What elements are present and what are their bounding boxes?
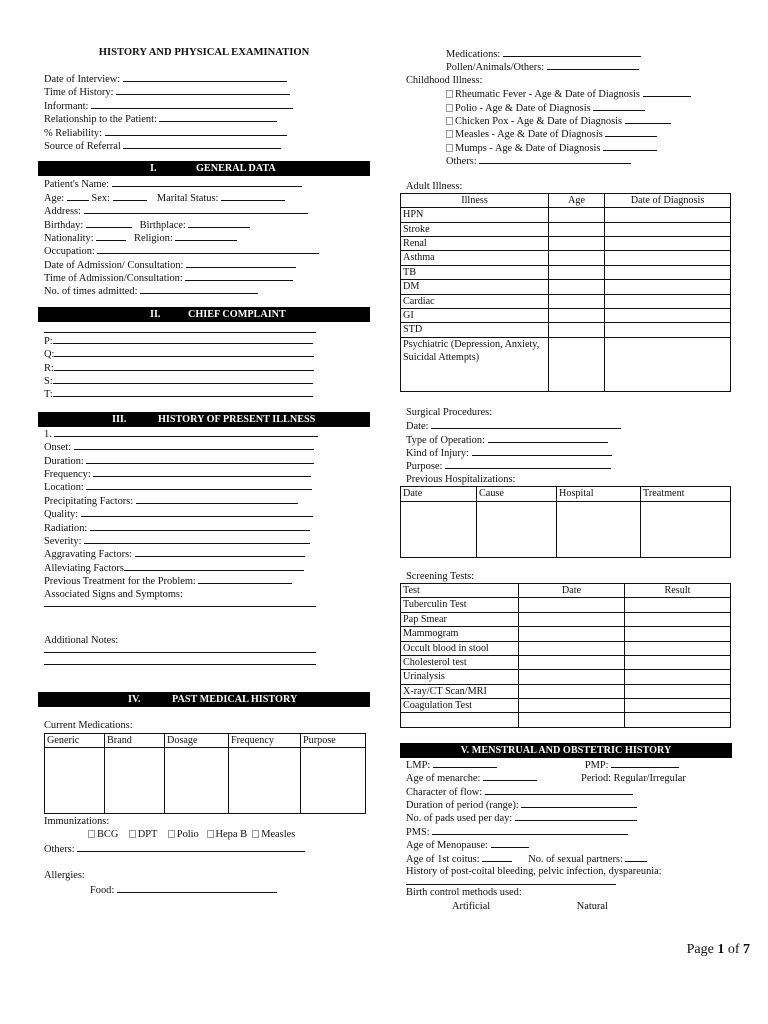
pqrst-s-field[interactable]: S: <box>44 374 370 387</box>
table-cell[interactable] <box>519 627 625 641</box>
table-cell[interactable] <box>605 337 731 391</box>
table-cell[interactable] <box>605 237 731 251</box>
address-field[interactable]: Address: <box>44 204 370 217</box>
sex-input[interactable] <box>113 191 147 201</box>
table-cell[interactable] <box>605 208 731 222</box>
screening-row-label: Coagulation Test <box>401 699 519 713</box>
pms-field[interactable]: PMS: <box>406 825 732 838</box>
illness-row-label: Stroke <box>401 222 549 236</box>
screening-tests-table <box>400 583 731 728</box>
previous-treatment-field[interactable]: Previous Treatment for the Problem: <box>44 574 370 587</box>
additional-notes-line-2[interactable] <box>44 664 316 665</box>
table-cell[interactable] <box>477 501 557 557</box>
illness-row-label: Renal <box>401 237 549 251</box>
pmp-input[interactable] <box>611 758 679 768</box>
post-coital-history-label: History of post-coital bleeding, pelvic infection, dyspareunia: <box>406 865 662 877</box>
table-cell[interactable] <box>625 627 731 641</box>
column-header: Date of Diagnosis <box>605 193 731 207</box>
pqrst-q-field[interactable]: Q: <box>44 347 370 360</box>
precipitating-factors-field[interactable]: Precipitating Factors: <box>44 494 370 507</box>
illness-row-label: DM <box>401 280 549 294</box>
section-header-general-data: I. GENERAL DATA <box>38 161 370 176</box>
frequency-field[interactable]: Frequency: <box>44 467 370 480</box>
checkbox-icon[interactable] <box>88 830 95 838</box>
childhood-rheumatic-fever[interactable]: Rheumatic Fever - Age & Date of Diagnosis <box>400 87 732 100</box>
checkbox-icon[interactable] <box>446 104 453 112</box>
screening-row-label: X-ray/CT Scan/MRI <box>401 684 519 698</box>
checkbox-icon[interactable] <box>446 130 453 138</box>
column-header: Age <box>549 193 605 207</box>
illness-row-label: STD <box>401 323 549 337</box>
column-header: Purpose <box>301 733 366 747</box>
table-cell[interactable] <box>549 323 605 337</box>
medication-allergy-field[interactable]: Medications: <box>400 47 732 60</box>
pqrst-p-field[interactable]: P: <box>44 334 370 347</box>
immunization-bcg[interactable]: BCG <box>88 829 118 840</box>
table-cell[interactable] <box>45 748 105 814</box>
source-of-referral-field[interactable]: Source of Referral <box>38 139 370 152</box>
form-title: HISTORY AND PHYSICAL EXAMINATION <box>98 47 310 58</box>
left-column <box>38 47 370 896</box>
admission-date-field[interactable]: Date of Admission/ Consultation: <box>44 258 370 271</box>
table-cell[interactable] <box>625 684 731 698</box>
childhood-chicken-pox[interactable]: Chicken Pox - Age & Date of Diagnosis <box>400 114 732 127</box>
chief-complaint-line[interactable] <box>44 332 316 333</box>
onset-field[interactable]: Onset: <box>44 440 370 453</box>
nationality-input[interactable] <box>96 231 126 241</box>
post-coital-history-line[interactable] <box>406 884 616 885</box>
lmp-pmp-row[interactable]: LMP: PMP: <box>406 758 732 771</box>
duration-field[interactable]: Duration: <box>44 454 370 467</box>
table-cell[interactable] <box>549 237 605 251</box>
additional-notes-label: Additional Notes: <box>44 634 119 646</box>
illness-row-label: TB <box>401 265 549 279</box>
coitus-partners-row[interactable]: Age of 1st coitus: No. of sexual partners: <box>406 852 732 865</box>
immunization-hepa-b[interactable]: Hepa B <box>207 829 247 840</box>
operation-type-field[interactable]: Type of Operation: <box>406 433 732 446</box>
table-cell[interactable] <box>549 337 605 391</box>
section-header-hpi: III. HISTORY OF PRESENT ILLNESS <box>38 412 370 427</box>
date-of-interview-field[interactable]: Date of Interview: <box>38 72 370 85</box>
column-header: Dosage <box>165 733 229 747</box>
column-header: Test <box>401 583 519 597</box>
checkbox-icon[interactable] <box>446 117 453 125</box>
table-cell[interactable] <box>549 309 605 323</box>
lmp-input[interactable] <box>433 758 497 768</box>
screening-row-label: Urinalysis <box>401 670 519 684</box>
current-medications-label: Current Medications: <box>44 720 133 732</box>
table-cell[interactable] <box>625 598 731 612</box>
immunizations-checkboxes <box>44 828 370 841</box>
table-cell[interactable] <box>549 265 605 279</box>
section-header-past-medical-history: IV. PAST MEDICAL HISTORY <box>38 692 370 707</box>
childhood-mumps[interactable]: Mumps - Age & Date of Diagnosis <box>400 141 732 154</box>
immunization-others-field[interactable]: Others: <box>44 842 370 855</box>
column-header: Illness <box>401 193 549 207</box>
table-cell[interactable] <box>229 748 301 814</box>
checkbox-icon[interactable] <box>446 90 453 98</box>
pqrst-r-field[interactable]: R: <box>44 361 370 374</box>
quality-field[interactable]: Quality: <box>44 507 370 520</box>
table-cell[interactable] <box>549 208 605 222</box>
table-cell[interactable] <box>301 748 366 814</box>
table-cell[interactable] <box>605 222 731 236</box>
table-cell[interactable] <box>519 684 625 698</box>
radiation-field[interactable]: Radiation: <box>44 521 370 534</box>
allergies-label: Allergies: <box>44 870 85 882</box>
table-cell[interactable] <box>519 713 625 727</box>
screening-row-label[interactable] <box>401 713 519 727</box>
pollen-allergy-field[interactable]: Pollen/Animals/Others: <box>400 60 732 73</box>
nationality-religion-row[interactable]: Nationality: Religion: <box>44 231 370 244</box>
location-field[interactable]: Location: <box>44 480 370 493</box>
table-cell[interactable] <box>401 501 477 557</box>
hpi-complaint-number[interactable]: 1. <box>44 427 370 440</box>
adult-illness-label: Adult Illness: <box>406 180 463 192</box>
column-header: Frequency <box>229 733 301 747</box>
time-of-history-field[interactable]: Time of History: <box>38 85 370 98</box>
column-header: Hospital <box>557 487 641 501</box>
birth-control-options <box>406 900 732 913</box>
table-cell[interactable] <box>605 309 731 323</box>
illness-row-label: Asthma <box>401 251 549 265</box>
table-cell[interactable] <box>605 265 731 279</box>
menarche-input[interactable] <box>483 771 537 781</box>
injury-kind-field[interactable]: Kind of Injury: <box>406 446 732 459</box>
table-cell[interactable] <box>519 670 625 684</box>
purpose-field[interactable]: Purpose: <box>406 459 732 472</box>
immunization-polio[interactable]: Polio <box>168 829 199 840</box>
table-cell[interactable] <box>519 641 625 655</box>
table-cell[interactable] <box>625 670 731 684</box>
table-cell[interactable] <box>557 501 641 557</box>
page-number: Page 1 of 7 <box>686 942 750 957</box>
occupation-field[interactable]: Occupation: <box>44 244 370 257</box>
associated-symptoms-line[interactable] <box>44 606 316 607</box>
illness-row-label: GI <box>401 309 549 323</box>
birthday-input[interactable] <box>86 218 132 228</box>
table-cell[interactable] <box>549 294 605 308</box>
menarche-period-row[interactable]: Age of menarche: Period: Regular/Irregular <box>406 773 686 785</box>
childhood-illness-label: Childhood Illness: <box>406 74 483 86</box>
additional-notes-line-1[interactable] <box>44 652 316 653</box>
age-sex-marital-row[interactable]: Age: Sex: Marital Status: <box>44 191 370 204</box>
admission-time-field[interactable]: Time of Admission/Consultation: <box>44 271 370 284</box>
current-medications-table <box>44 733 366 814</box>
column-header: Date <box>519 583 625 597</box>
table-cell[interactable] <box>625 612 731 626</box>
sexual-partners-input[interactable] <box>625 852 647 862</box>
childhood-polio[interactable]: Polio - Age & Date of Diagnosis <box>400 101 732 114</box>
food-allergy-field[interactable]: Food: <box>44 883 370 896</box>
pqrst-t-field[interactable]: T: <box>44 387 370 400</box>
table-cell[interactable] <box>625 699 731 713</box>
birthplace-input[interactable] <box>188 218 250 228</box>
table-cell[interactable] <box>641 501 731 557</box>
checkbox-icon[interactable] <box>446 144 453 152</box>
table-cell[interactable] <box>549 222 605 236</box>
surgery-date-field[interactable]: Date: <box>406 419 732 432</box>
column-header: Generic <box>45 733 105 747</box>
screening-row-label: Mammogram <box>401 627 519 641</box>
column-header: Result <box>625 583 731 597</box>
table-cell[interactable] <box>549 280 605 294</box>
artificial-option[interactable]: Artificial <box>452 900 491 912</box>
screening-row-label: Tuberculin Test <box>401 598 519 612</box>
previous-hospitalizations-label: Previous Hospitalizations: <box>406 473 516 485</box>
table-cell[interactable] <box>625 655 731 669</box>
immunization-dpt[interactable]: DPT <box>129 829 158 840</box>
period-regularity-option[interactable]: Period: Regular/Irregular <box>581 773 686 785</box>
column-header: Brand <box>105 733 165 747</box>
screening-row-label: Pap Smear <box>401 612 519 626</box>
table-cell[interactable] <box>549 251 605 265</box>
right-column <box>400 47 732 913</box>
menopause-age-field[interactable]: Age of Menopause: <box>406 838 732 851</box>
table-cell[interactable] <box>605 323 731 337</box>
birth-control-label: Birth control methods used: <box>406 887 522 899</box>
table-cell[interactable] <box>605 280 731 294</box>
illness-row-label: Psychiatric (Depression, Anxiety, Suicidal Attempts) <box>401 337 549 391</box>
associated-symptoms-label: Associated Signs and Symptoms: <box>44 588 183 600</box>
relationship-field[interactable]: Relationship to the Patient: <box>38 112 370 125</box>
screening-tests-label: Screening Tests: <box>406 570 475 582</box>
illness-row-label: HPN <box>401 208 549 222</box>
illness-row-label: Cardiac <box>401 294 549 308</box>
childhood-others-field[interactable]: Others: <box>400 154 732 167</box>
table-cell[interactable] <box>625 713 731 727</box>
patient-name-field[interactable]: Patient's Name: <box>44 177 370 190</box>
pads-per-day-field[interactable]: No. of pads used per day: <box>406 811 732 824</box>
table-cell[interactable] <box>519 655 625 669</box>
flow-character-field[interactable]: Character of flow: <box>406 785 732 798</box>
section-header-chief-complaint: II. CHIEF COMPLAINT <box>38 307 370 322</box>
immunization-measles[interactable]: Measles <box>252 829 295 840</box>
table-cell[interactable] <box>605 251 731 265</box>
table-cell[interactable] <box>519 699 625 713</box>
column-header: Date <box>401 487 477 501</box>
childhood-measles[interactable]: Measles - Age & Date of Diagnosis <box>400 127 732 140</box>
table-cell[interactable] <box>519 612 625 626</box>
table-cell[interactable] <box>105 748 165 814</box>
table-cell[interactable] <box>519 598 625 612</box>
surgical-procedures-label: Surgical Procedures: <box>406 406 493 418</box>
alleviating-factors-field[interactable]: Alleviating Factors <box>44 561 370 574</box>
aggravating-factors-field[interactable]: Aggravating Factors: <box>44 547 370 560</box>
hospitalizations-table <box>400 486 731 557</box>
birthday-birthplace-row[interactable]: Birthday: Birthplace: <box>44 218 370 231</box>
table-cell[interactable] <box>165 748 229 814</box>
column-header: Cause <box>477 487 557 501</box>
column-header: Treatment <box>641 487 731 501</box>
natural-option[interactable]: Natural <box>576 900 608 912</box>
adult-illness-table <box>400 193 731 392</box>
reliability-field[interactable]: % Reliability: <box>38 126 370 139</box>
marital-status-input[interactable] <box>221 191 285 201</box>
screening-row-label: Cholesterol test <box>401 655 519 669</box>
informant-field[interactable]: Informant: <box>38 99 370 112</box>
first-coitus-age-input[interactable] <box>482 852 512 862</box>
age-input[interactable] <box>67 191 89 201</box>
checkbox-icon[interactable] <box>207 830 214 838</box>
period-duration-field[interactable]: Duration of period (range): <box>406 798 732 811</box>
table-cell[interactable] <box>625 641 731 655</box>
section-header-menstrual-obstetric: V. MENSTRUAL AND OBSTETRIC HISTORY <box>400 743 732 758</box>
checkbox-icon[interactable] <box>168 830 175 838</box>
times-admitted-field[interactable]: No. of times admitted: <box>44 284 370 297</box>
table-cell[interactable] <box>605 294 731 308</box>
checkbox-icon[interactable] <box>252 830 259 838</box>
religion-input[interactable] <box>175 231 237 241</box>
screening-row-label: Occult blood in stool <box>401 641 519 655</box>
checkbox-icon[interactable] <box>129 830 136 838</box>
severity-field[interactable]: Severity: <box>44 534 370 547</box>
immunizations-label: Immunizations: <box>44 816 110 828</box>
